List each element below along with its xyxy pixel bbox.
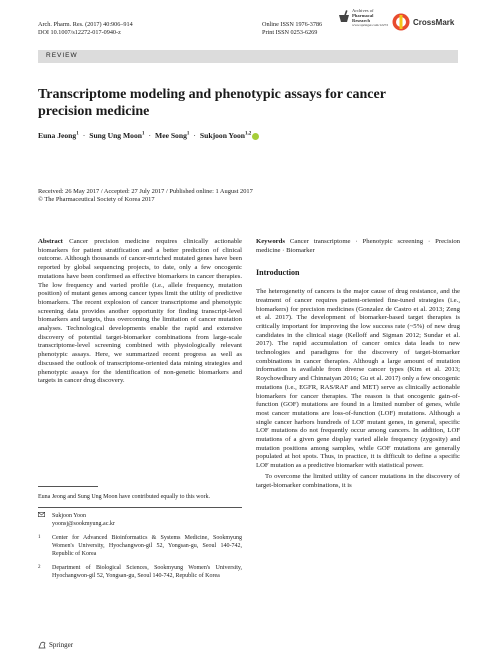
abstract-label: Abstract <box>38 238 63 245</box>
author-separator: · <box>148 131 152 140</box>
keywords <box>256 238 460 255</box>
abstract <box>38 238 242 386</box>
author-separator: · <box>82 131 86 140</box>
affiliation-number: 2 <box>38 565 41 570</box>
keywords-label: Keywords <box>256 238 285 245</box>
abstract-text: Cancer precision medicine requires clinically actionable biomarkers for patient stratification and a better prediction of clinical outcome. Although thousands of cancer-enriched mutated genes have been reported by global sequencing projects, to date, only a few oncogenic mutations have been confirmed as effective biomarkers in cancer therapies. The low frequency and varied profile (i.e., allele frequency, mutation position) of mutant genes among cancer types limit the utility of predictive biomarkers. The recent explosion of cancer transcriptome and phenotypic screening data provides another opportunity for finding transcript-level biomarkers and targets, thus overcoming the limitation of cancer mutation analyses. Technological developments enable the rapid and extensive discovery of potential target-biomarker combinations from large-scale transcriptome-level screening combined with physiologically relevant phenotypic assays. Here, we summarized recent progress as well as discussed the outlook of transcriptome-oriented data mining strategies and phenotypic assays for the identification of non-genetic biomarkers and targets in cancer drug discovery. <box>38 238 243 385</box>
publisher-name: Springer <box>49 641 74 649</box>
journal-logo <box>338 6 388 34</box>
doi: DOI 10.1007/s12272-017-0940-z <box>38 29 121 36</box>
author[interactable]: Mee Song$^1$ <box>155 131 190 140</box>
footnotes <box>38 486 242 580</box>
author[interactable]: Euna Jeong$^1$ <box>38 131 79 140</box>
journal-logo-text: Archives of Pharmacal Research www.springer.com/12272 <box>352 8 389 27</box>
affiliation-text: Department of Biological Sciences, Sookmyung Women's University, Hyochangwon-gil 52, Yongsan-gu, Seoul 140-742, Republic of Korea <box>52 565 242 579</box>
corresponding-email[interactable]: yoonsj@sookmyung.ac.kr <box>52 521 115 527</box>
article-title: Transcriptome modeling and phenotypic assays for cancer precision medicine <box>38 87 386 119</box>
section-label: REVIEW <box>46 52 78 59</box>
print-issn: Print ISSN 0253-6269 <box>262 29 318 36</box>
section-heading: Introduction <box>256 268 300 278</box>
intro-paragraph: The heterogeneity of cancers is the major cause of drug resistance, and the treatment of cancer requires patient-oriented fine-tuned strategies (i.e., biomarkers) for precision medicines (Gonzalez de Castro et al. 2013; Zeng et al. 2017). The development of biomarker-based target therapies is critically important for improving the low success rate (~5%) of new drug candidates in the clinical stage (Kelloff and Sigman 2012; Sundar et al. 2017). The rapid accumulation of cancer omics data leads to new technologies and paradigms for the discovery of target-biomarker combinations in cancer therapies. Although a large amount of mutation information is available from diverse cancer types (Kim et al. 2013; Roychowdhury and Chinnaiyan 2016; Gu et al. 2017) only a few oncogenic mutations (i.e., EGFR, RAS/RAF and MET) serve as clinically actionable biomarkers for cancer therapies. The reason is that oncogenic gain-of-function (GOF) mutations are found in a limited number of genes, while most cancer mutations are loss-of-function (LOF) mutations. Although a single cancer harbors hundreds of LOF mutant genes, in general, specific LOF mutations do not frequently occur among cancers. In addition, LOF mutations of a given gene display varied allele frequency (zygosity) and mutation positions among samples, while GOF mutations are generally populated at hot spots. Thus, in practice, it is difficult to define a specific LOF mutation as a predictive biomarker with statistical power. <box>256 288 460 470</box>
mortar-icon <box>338 10 350 24</box>
section-bar <box>38 50 458 63</box>
crossmark-badge[interactable] <box>392 12 464 32</box>
affiliation <box>38 534 242 558</box>
publisher-footer <box>38 641 73 649</box>
affiliation <box>38 564 242 580</box>
journal-header <box>38 21 133 37</box>
author-separator: · <box>193 131 196 140</box>
left-column <box>38 238 242 386</box>
history-dates: Received: 26 May 2017 / Accepted: 27 July 2017 / Published online: 1 August 2017 <box>38 188 253 195</box>
author[interactable]: Sukjoon Yoon$^{1,2}$ <box>200 131 259 140</box>
issn-block <box>262 21 322 37</box>
journal-citation: Arch. Pharm. Res. (2017) 40:906–914 <box>38 21 133 28</box>
online-issn: Online ISSN 1976-3786 <box>262 21 323 28</box>
article-dates <box>38 188 458 204</box>
corresponding-author <box>38 512 242 528</box>
crossmark-icon <box>392 13 410 31</box>
springer-horse-icon <box>38 641 46 649</box>
envelope-icon <box>38 512 46 528</box>
affiliation-number: 1 <box>38 535 41 540</box>
author-list <box>38 131 418 140</box>
right-column <box>256 238 460 490</box>
equal-contribution-note: Euna Jeong and Sung Ung Moon have contributed equally to this work. <box>38 494 210 500</box>
intro-paragraph: To overcome the limited utility of cancer mutations in the discovery of target-biomarker combinations, it is <box>256 472 460 489</box>
copyright: © The Pharmaceutical Society of Korea 2017 <box>38 196 155 203</box>
author[interactable]: Sung Ung Moon$^1$ <box>89 131 145 140</box>
orcid-icon[interactable] <box>252 133 259 140</box>
corresponding-name: Sukjoon Yoon <box>52 513 87 519</box>
affiliation-text: Center for Advanced Bioinformatics & Systems Medicine, Sookmyung Women's University, Hyochangwon-gil 52, Yongsan-gu, Seoul 140-742, Republic of Korea <box>52 535 242 557</box>
footnote-rule <box>38 486 98 487</box>
keywords-text: Cancer transcriptome · Phenotypic screening · Precision medicine · Biomarker <box>256 238 461 254</box>
footnote-divider <box>38 507 242 508</box>
crossmark-label: CrossMark <box>413 17 455 27</box>
